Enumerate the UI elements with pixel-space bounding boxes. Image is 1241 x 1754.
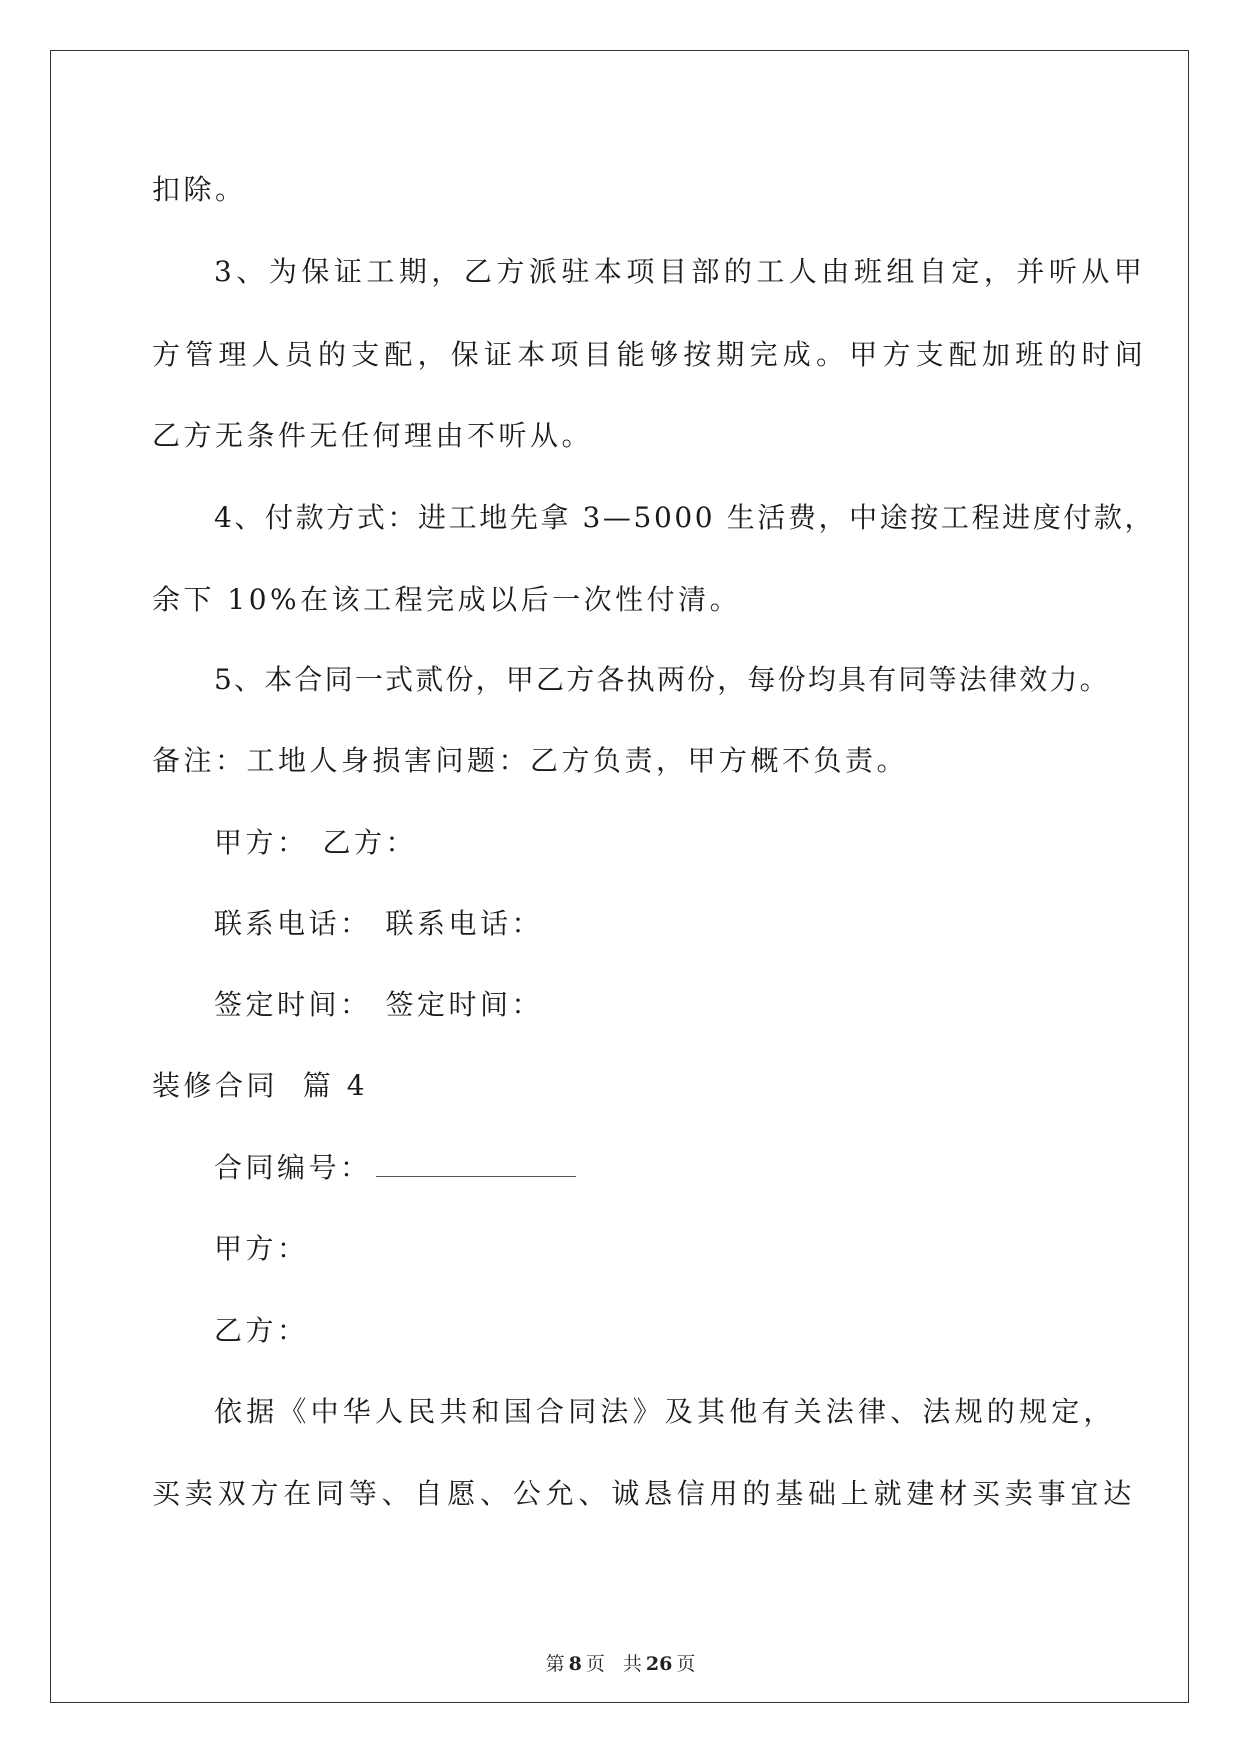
phone-b-label: 联系电话： xyxy=(385,907,544,940)
signature-phone-row xyxy=(214,906,543,942)
signature-party-row xyxy=(214,825,417,861)
text-line: 余下 10%在该工程完成以后一次性付清。 xyxy=(152,583,742,616)
page-number: 8 xyxy=(568,1653,582,1675)
text-line: 依据《中华人民共和国合同法》及其他有关法律、法规的规定， xyxy=(214,1395,1116,1428)
contract-number-row xyxy=(214,1150,576,1186)
text-line: 买卖双方在同等、自愿、公允、诚恳信用的基础上就建材买卖事宜达 xyxy=(152,1477,1137,1510)
signature-date-row xyxy=(214,987,543,1023)
text-line: 扣除。 xyxy=(152,173,247,206)
text-line: 方管理人员的支配，保证本项目能够按期完成。甲方支配加班的时间 xyxy=(152,338,1149,371)
footer-page-suffix: 页 xyxy=(585,1653,605,1675)
contract-no-blank xyxy=(376,1154,576,1177)
text-line: 备注：工地人身损害问题：乙方负责，甲方概不负责。 xyxy=(152,744,909,777)
date-b-label: 签定时间： xyxy=(385,988,544,1021)
text-line: 5、本合同一式贰份，甲乙方各执两份，每份均具有同等法律效力。 xyxy=(214,663,1110,696)
party-a-label: 甲方： xyxy=(214,826,309,859)
page-footer xyxy=(0,1652,1241,1676)
footer-total-prefix: 共 xyxy=(622,1653,642,1675)
party-b-label: 乙方： xyxy=(322,826,418,859)
date-a-label: 签定时间： xyxy=(214,988,372,1021)
footer-total-suffix: 页 xyxy=(676,1653,696,1675)
text-line: 乙方无条件无任何理由不听从。 xyxy=(152,419,594,452)
party-a-line: 甲方： xyxy=(214,1232,309,1265)
contract-no-label: 合同编号： xyxy=(214,1151,372,1184)
text-line: 3、为保证工期，乙方派驻本项目部的工人由班组自定，并听从甲 xyxy=(214,255,1147,288)
phone-a-label: 联系电话： xyxy=(214,907,372,940)
page-frame xyxy=(50,50,1189,1703)
text-line: 4、付款方式：进工地先拿 3—5000 生活费，中途按工程进度付款， xyxy=(214,501,1156,534)
footer-prefix: 第 xyxy=(545,1653,565,1675)
party-b-line: 乙方： xyxy=(214,1314,309,1347)
total-pages: 26 xyxy=(645,1653,673,1675)
section-title: 装修合同 篇 4 xyxy=(152,1069,369,1102)
